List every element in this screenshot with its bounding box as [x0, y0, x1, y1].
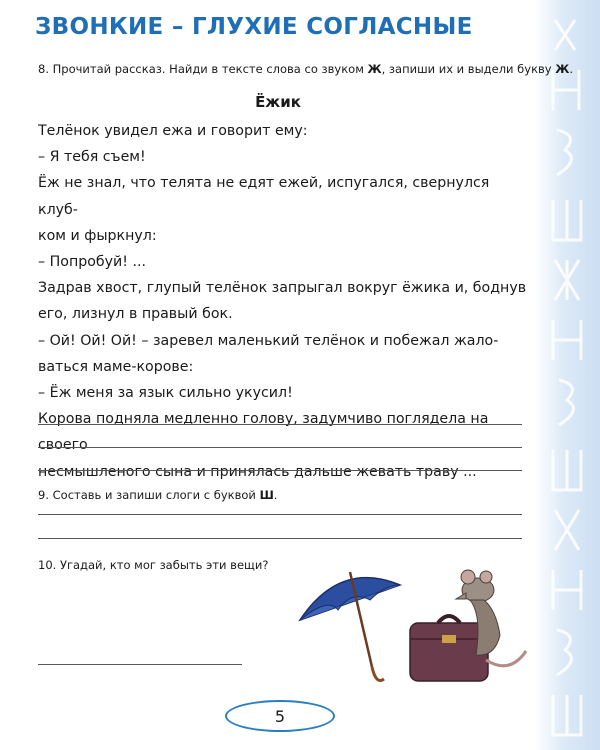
story-line: его, лизнул в правый бок. — [38, 306, 233, 323]
writing-line[interactable] — [38, 470, 522, 471]
writing-line[interactable] — [38, 447, 522, 448]
page-title: ЗВОНКИЕ – ГЛУХИЕ СОГЛАСНЫЕ — [35, 14, 473, 40]
story-line: – Ёж меня за язык сильно укусил! — [38, 385, 293, 402]
task-8-letter-a: Ж — [367, 62, 382, 76]
story-line: Телёнок увидел ежа и говорит ему: — [38, 123, 308, 139]
task-9-text-b: . — [273, 488, 278, 502]
answer-line[interactable] — [38, 664, 242, 665]
task-8-text-c: . — [569, 62, 573, 76]
story-line: Ёж не знал, что телята не едят ежей, испугался, свернулся клуб- — [38, 175, 490, 218]
page-number: 5 — [274, 706, 286, 726]
story-line: – Я тебя съем! — [38, 149, 146, 166]
task-8-text-b: , запиши их и выдели букву — [381, 62, 556, 76]
task-8-letter-b: Ж — [555, 62, 570, 76]
story-line: ком и фыркнул: — [38, 227, 157, 244]
story-line: – Ой! Ой! Ой! – заревел маленький телёнок и побежал жало- — [38, 332, 499, 349]
decorative-letter-strip — [535, 0, 600, 750]
task-9-letter: Ш — [259, 488, 274, 502]
umbrella-icon — [300, 572, 400, 681]
illustration — [290, 555, 530, 695]
story-line: несмышленого сына и принялась дальше жевать траву ... — [38, 463, 477, 480]
task-9-instruction — [38, 488, 277, 502]
story-line: Корова подняла медленно голову, задумчиво поглядела на своего — [38, 411, 489, 454]
writing-line[interactable] — [38, 538, 522, 539]
task-9-text-a: 9. Составь и запиши слоги с буквой — [38, 488, 260, 502]
story-line: Задрав хвост, глупый телёнок запрыгал вокруг ёжика и, боднув — [38, 280, 527, 297]
story-line: ваться маме-корове: — [38, 358, 194, 375]
story-title: Ёжик — [255, 93, 301, 111]
task-8-text-a: 8. Прочитай рассказ. Найди в тексте слова со звуком — [38, 62, 368, 76]
suitcase-icon — [410, 616, 488, 681]
story-line: – Попробуй! ... — [38, 254, 147, 271]
writing-line[interactable] — [38, 514, 522, 515]
page-number-badge — [225, 700, 335, 732]
story-text — [38, 118, 528, 485]
faint-letters-pattern — [535, 0, 600, 750]
task-10-instruction: 10. Угадай, кто мог забыть эти вещи? — [38, 558, 269, 572]
writing-line[interactable] — [38, 424, 522, 425]
task-8-instruction — [38, 62, 573, 76]
